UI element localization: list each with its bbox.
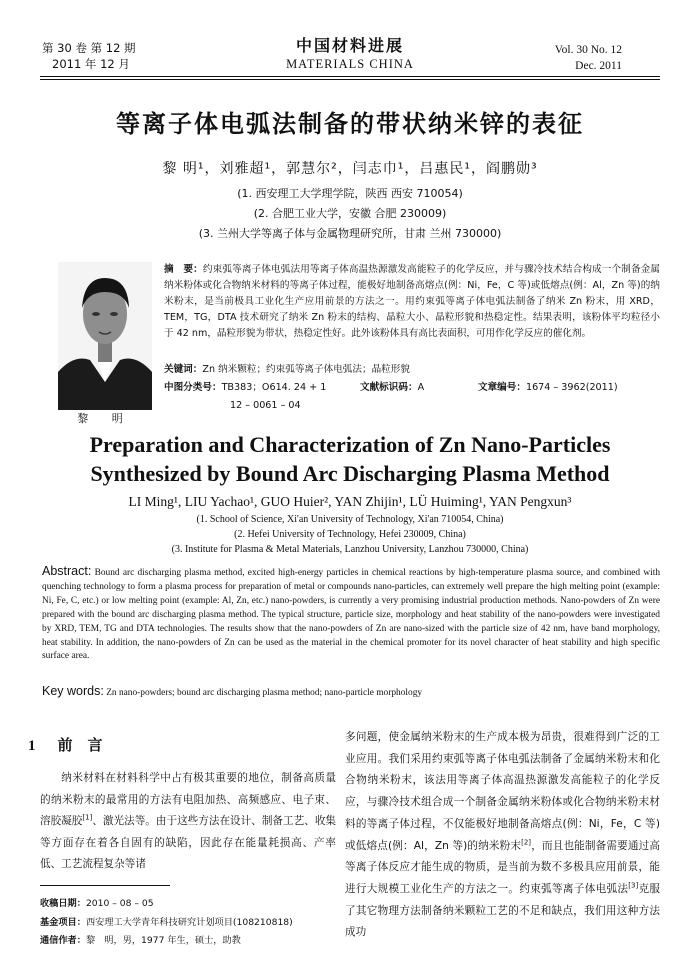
clc-value: TB383；O614. 24 + 1 xyxy=(221,382,327,393)
volume-issue-cn: 第 30 卷 第 12 期 xyxy=(42,41,136,55)
footnote-funding-text: 西安理工大学青年科技研究计划项目(108210818) xyxy=(85,916,293,928)
journal-name-cn: 中国材料进展 xyxy=(295,36,404,55)
abstract-en xyxy=(42,565,660,664)
abstract-en-text: Bound arc discharging plasma method, excited high-energy particles in chemical reactions by high-temperature plasma source, and combined with quenching technology to form a plasma process for preparation of metal or compounds nano-particles, can extremely well prepare the high melting point (example: Ni, Fe, C, etc.) or low melting point (example: Al, Zn, etc.) nano-powders, is currently a very promising industrial production methods. Nano-powders of Zn were prepared with the bound arc discharging plasma method. The typical structure, particle size, morphology and heat stability of the nano-powders were investigated by XRD, TEM, TG and DTA technologies. The results show that the nano-powders of Zn are nano-sized with the particle size of 42 nm, have band morphology, heat stability. In addition, the nano-powders of Zn can be used as the material in the chemical promoter for its novel character of heat stability and high specific surface area. xyxy=(42,568,661,662)
doc-code-label: 文献标识码： xyxy=(360,382,418,393)
journal-volume-header xyxy=(42,40,136,72)
article-number-label: 文章编号： xyxy=(478,382,526,393)
journal-name xyxy=(250,36,450,72)
footnote-funding-label: 基金项目： xyxy=(40,916,86,928)
section-title: 前 言 xyxy=(57,736,103,754)
header-rule-thin xyxy=(40,79,660,80)
keywords-en-label: Key words: xyxy=(42,684,104,698)
affiliation-cn-2: (2. 合肥工业大学，安徽 合肥 230009) xyxy=(253,207,447,220)
affiliation-cn-3: (3. 兰州大学等离子体与金属物理研究所，甘肃 兰州 730000) xyxy=(198,227,502,240)
keywords-cn xyxy=(164,362,660,378)
doc-code-value: A xyxy=(417,382,425,393)
article-number-value: 1674 – 3962(2011) xyxy=(525,382,618,393)
section-heading xyxy=(28,734,103,755)
author-portrait-icon xyxy=(58,262,152,410)
title-cn: 等离子体电弧法制备的带状纳米锌的表征 xyxy=(116,110,584,138)
footnote-received xyxy=(40,895,340,914)
title-en xyxy=(0,430,700,488)
section-number: 1 xyxy=(28,738,36,754)
keywords-en-text: Zn nano-powders; bound arc discharging plasma method; nano-particle morphology xyxy=(106,688,423,698)
header-rule xyxy=(40,76,660,77)
footnote-received-text: 2010 – 08 – 05 xyxy=(85,898,154,909)
title-en-line-1: Preparation and Characterization of Zn Nano-Particles xyxy=(89,432,611,457)
classification-line xyxy=(164,380,660,396)
author-photo xyxy=(58,262,152,410)
photo-caption: 黎 明 xyxy=(77,412,133,425)
footnote-funding xyxy=(40,914,340,933)
journal-name-en: MATERIALS CHINA xyxy=(286,57,414,71)
affiliation-cn-1: (1. 西安理工大学理学院，陕西 西安 710054) xyxy=(237,187,463,200)
affiliation-en-2: (2. Hefei University of Technology, Hefei 230009, China) xyxy=(234,529,466,540)
authors-en: LI Ming¹, LIU Yachao¹, GUO Huier², YAN Zhijin¹, LÜ Huiming¹, YAN Pengxun³ xyxy=(128,494,572,509)
abstract-en-label: Abstract: xyxy=(42,564,92,578)
footnote-received-label: 收稿日期： xyxy=(40,898,86,909)
body-column-left: 纳米材料在材料科学中占有极其重要的地位，制备高质量的纳米粉末的最常用的方法有电阻加热、高频感应、电子束、溶胶凝胶[1]、激光法等。由于这些方法在设计、制备工艺、收集等方面存在着各自固有的缺陷，因此存在能量耗损高、产率低、工艺流程复杂等诸 xyxy=(40,772,337,870)
abstract-cn-label: 摘 要： xyxy=(164,264,203,275)
article-number-continuation: 12 – 0061 – 04 xyxy=(230,400,301,411)
footnote-corresponding-label: 通信作者： xyxy=(40,935,86,946)
footnote-corresponding xyxy=(40,932,340,951)
keywords-cn-text: Zn 纳米颗粒；约束弧等离子体电弧法；晶粒形貌 xyxy=(202,364,410,375)
footnotes xyxy=(40,895,340,951)
journal-volume-header-en xyxy=(555,42,622,74)
affiliation-en-1: (1. School of Science, Xi'an University of Technology, Xi'an 710054, China) xyxy=(196,514,504,525)
abstract-cn xyxy=(164,262,660,342)
date-cn: 2011 年 12 月 xyxy=(52,57,130,71)
body-column-right: 多问题，使金属纳米粉末的生产成本极为昂贵，很难得到广泛的工业应用。我们采用约束弧等离子体电弧法制备了金属纳米粉末和化合物纳米粉末，该法用等离子体高温热源激发高能粒子的化学反应，与骤冷技术组合成一个制备金属纳米粉体或化合物纳米粉末材料的等离子体过程，不仅能极好地制备高熔点(例：Ni，Fe，C 等)或低熔点(例：Al，Zn 等)的纳米粉末[2]，而且也能制备需要通过高等离子体反应才能生成的物质，是当前为数不多极具应用前景，能进行大规模工业化生产的方法之一。约束弧等离子体电弧法[3]克服了其它物理方法制备纳米颗粒工艺的不足和缺点，我们用这种方法成功 xyxy=(345,731,661,939)
title-en-line-2: Synthesized by Bound Arc Discharging Plasma Method xyxy=(90,461,610,486)
clc-label: 中图分类号： xyxy=(164,382,222,393)
keywords-en xyxy=(42,684,660,701)
footnote-corresponding-text: 黎 明，男，1977 年生，硕士，助教 xyxy=(85,935,241,946)
affiliation-en-3: (3. Institute for Plasma & Metal Materials, Lanzhou University, Lanzhou 730000, China) xyxy=(171,544,529,555)
authors-cn: 黎 明¹，刘雅超¹，郭慧尔²，闫志巾¹，吕惠民¹，阎鹏勋³ xyxy=(162,161,538,177)
volume-issue-en: Vol. 30 No. 12 xyxy=(554,44,622,56)
keywords-cn-label: 关键词： xyxy=(164,364,203,375)
date-en: Dec. 2011 xyxy=(575,60,622,72)
abstract-cn-text: 约束弧等离子体电弧法用等离子体高温热源激发高能粒子的化学反应，并与骤冷技术结合构成一个制备金属纳米粉体或化合物纳米材料的等离子体过程，能极好地制备高熔点(例：Ni，Fe，C 等)或低熔点(例：Al，Zn 等)的纳米粉末，是当前极具工业化生产应用前景的方法之一。用约束弧等离子体电弧法制备了纳米 Zn 粉末，用 XRD，TEM，TG，DTA 技术研究了纳米 Zn 粉末的结构、晶粒大小、晶粒形貌和热稳定性。结果表明，该粉体平均粒径小于 42 nm，晶粒形貌为带状，热稳定性好。此外该粉体具有高比表面积，可用作化学反应的催化剂。 xyxy=(164,264,661,340)
footnote-rule xyxy=(40,885,170,886)
